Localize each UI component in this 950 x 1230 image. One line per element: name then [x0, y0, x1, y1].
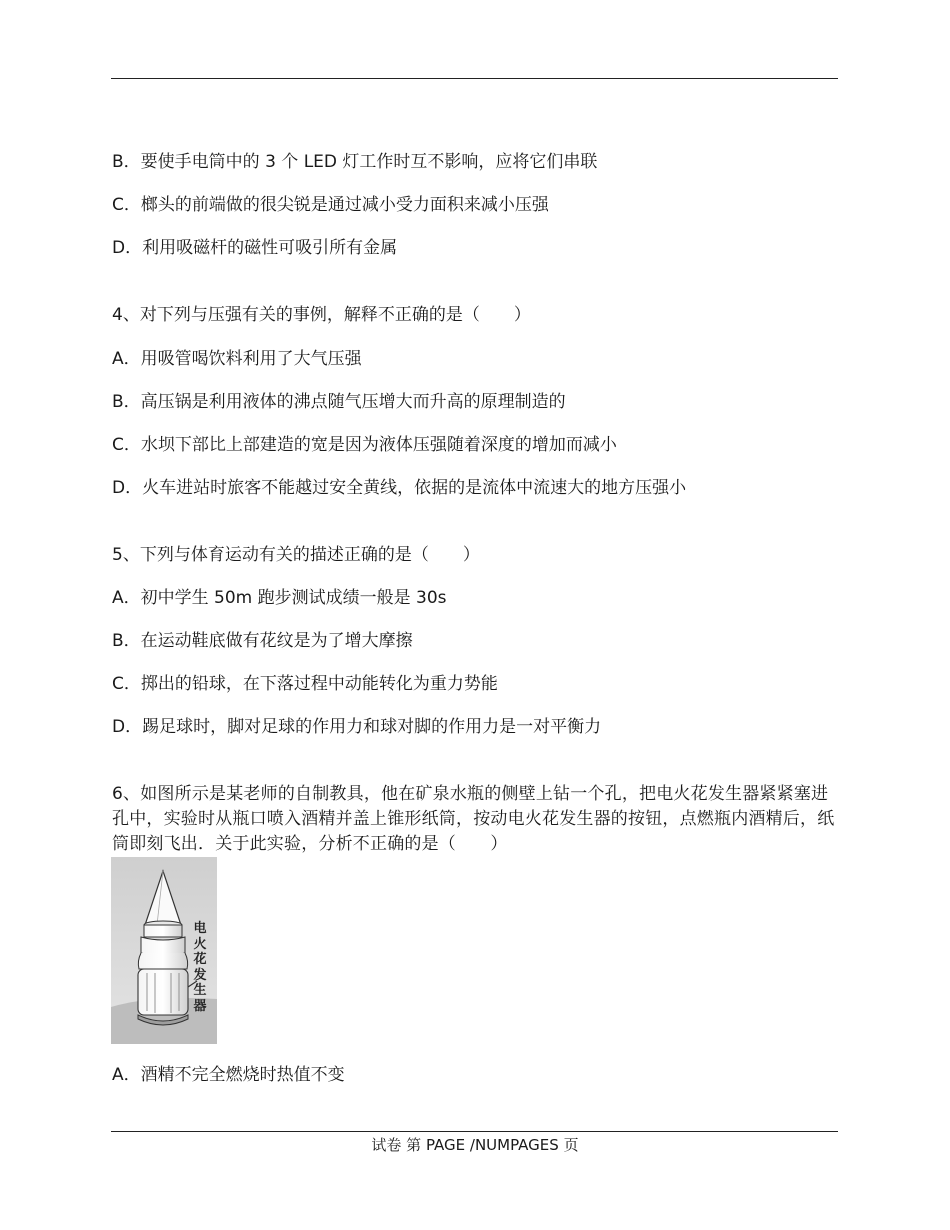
q4-option-b: B．高压锅是利用液体的沸点随气压增大而升高的原理制造的	[112, 392, 566, 412]
q5-option-c: C．掷出的铅球，在下落过程中动能转化为重力势能	[112, 674, 498, 694]
q4-option-a: A．用吸管喝饮料利用了大气压强	[112, 349, 362, 369]
q5-option-b: B．在运动鞋底做有花纹是为了增大摩擦	[112, 631, 413, 651]
spark-generator-label: 电火花发生器	[193, 921, 207, 1014]
q4-option-d: D．火车进站时旅客不能越过安全黄线，依据的是流体中流速大的地方压强小	[112, 478, 687, 498]
q5-stem: 5、下列与体育运动有关的描述正确的是（ ）	[112, 545, 480, 565]
q6-option-a: A．酒精不完全燃烧时热值不变	[112, 1065, 345, 1085]
q4-stem: 4、对下列与压强有关的事例，解释不正确的是（ ）	[112, 305, 531, 325]
page-footer: 试卷 第 PAGE /NUMPAGES 页	[371, 1136, 579, 1154]
q3-option-c: C．榔头的前端做的很尖锐是通过减小受力面积来减小压强	[112, 195, 549, 215]
q3-option-d: D．利用吸磁杆的磁性可吸引所有金属	[112, 238, 398, 258]
q5-option-d: D．踢足球时，脚对足球的作用力和球对脚的作用力是一对平衡力	[112, 717, 602, 737]
q4-option-c: C．水坝下部比上部建造的宽是因为液体压强随着深度的增加而减小	[112, 435, 617, 455]
spark-generator-bottle-figure	[111, 857, 217, 1044]
q3-option-b: B．要使手电筒中的 3 个 LED 灯工作时互不影响，应将它们串联	[112, 152, 598, 172]
q6-stem: 6、如图所示是某老师的自制教具，他在矿泉水瓶的侧壁上钻一个孔，把电火花发生器紧紧塞进孔中，实验时从瓶口喷入酒精并盖上锥形纸筒，按动电火花发生器的按钮，点燃瓶内酒精后，纸筒即刻飞出．关于此实验，分析不正确的是（ ）	[112, 784, 835, 854]
header-rule	[111, 78, 838, 79]
q5-option-a: A．初中学生 50m 跑步测试成绩一般是 30s	[112, 588, 447, 608]
footer-rule	[111, 1131, 838, 1132]
